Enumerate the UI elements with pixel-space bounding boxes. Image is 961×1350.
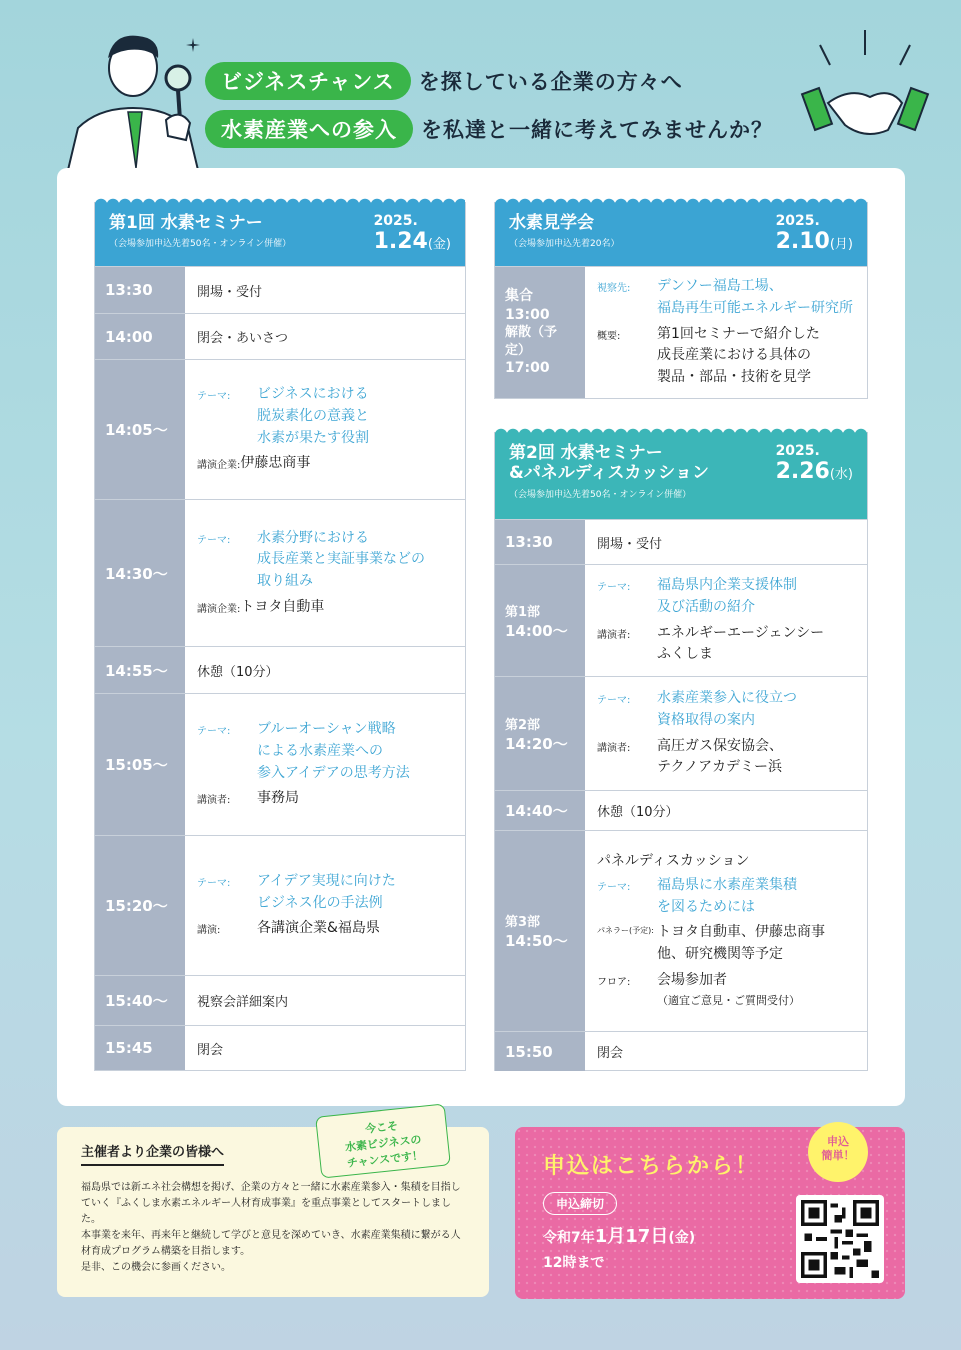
headline-line-2 xyxy=(205,110,773,148)
time-cell: 15:05〜 xyxy=(95,694,185,835)
s2-row-4 xyxy=(495,790,867,830)
seminar-1-date: 2025. 1.24(金) xyxy=(373,213,451,254)
time-cell: 第3部 14:50〜 xyxy=(495,831,585,1031)
seminar-1-panel xyxy=(94,202,466,1071)
tour-header xyxy=(495,203,867,266)
time-cell: 第1部 14:00〜 xyxy=(495,565,585,676)
time-cell: 15:45 xyxy=(95,1026,185,1070)
s2-row-3 xyxy=(495,676,867,790)
content-cell: 開場・受付 xyxy=(197,284,263,300)
content-cell: 休憩（10分） xyxy=(597,805,679,820)
seminar-2-sub: （会場参加申込先着50名・オンライン併催） xyxy=(509,489,692,500)
headline-text-2: を私達と一緒に考えてみませんか？ xyxy=(421,118,773,142)
content-cell: テーマ: アイデア実現に向けた ビジネス化の手法例 講演: 各講演企業&福島県 xyxy=(197,872,396,937)
content-cell: テーマ: 水素産業参入に役立つ 資格取得の案内 講演者: 高圧ガス保安協会、 テクノアカデミー浜 xyxy=(597,690,797,776)
s2-row-5 xyxy=(495,830,867,1031)
content-cell: テーマ: ブルーオーシャン戦略 による水素産業への 参入アイデアの思考方法 講演者: 事務局 xyxy=(197,721,410,807)
schedule-card xyxy=(57,168,905,1106)
content-cell: パネルディスカッション テーマ: 福島県に水素産業集積 を図るためには パネラー(予定): トヨタ自動車、伊藤忠商事 他、研究機関等予定 フロア: 会場参加者 （適宜ご意見・ご質問受付） xyxy=(597,853,825,1007)
content-cell: 視察会詳細案内 xyxy=(197,995,289,1010)
time-cell: 13:30 xyxy=(95,267,185,313)
s2-row-6 xyxy=(495,1031,867,1071)
organizer-title: 主催者より企業の皆様へ xyxy=(81,1141,224,1166)
s1-row-6 xyxy=(95,693,465,835)
headline-pill-1: ビジネスチャンス xyxy=(205,62,411,100)
header xyxy=(0,0,961,170)
time-cell: 集合 13:00 解散（予定） 17:00 xyxy=(495,267,585,398)
content-cell: 視察先: デンソー福島工場、 福島再生可能エネルギー研究所 概要: 第1回セミナーで紹介した 成長産業における具体の 製品・部品・技術を見学 xyxy=(597,278,853,386)
time-cell: 第2部 14:20〜 xyxy=(495,677,585,790)
content-cell: 休憩（10分） xyxy=(197,664,279,680)
time-cell: 14:55〜 xyxy=(95,647,185,693)
tour-date: 2025. 2.10(月) xyxy=(775,213,853,254)
s2-row-2 xyxy=(495,564,867,676)
seminar-2-header xyxy=(495,433,867,519)
handshake-icon xyxy=(800,25,930,145)
s1-row-8 xyxy=(95,975,465,1025)
seminar-2-panel xyxy=(494,432,868,1071)
headline-pill-2: 水素産業への参入 xyxy=(205,110,413,148)
easy-badge: 申込 簡単！ xyxy=(808,1122,868,1182)
s1-row-2 xyxy=(95,313,465,359)
s1-row-4 xyxy=(95,499,465,646)
content-cell: 開場・受付 xyxy=(597,536,663,552)
content-cell: テーマ: 福島県内企業支援体制 及び活動の紹介 講演者: エネルギーエージェンシー ふくしま xyxy=(597,577,825,663)
qr-code[interactable] xyxy=(796,1195,884,1283)
tour-panel xyxy=(494,202,868,399)
sparkle-icon xyxy=(186,38,200,52)
seminar-1-title: 第1回 水素セミナー xyxy=(109,213,263,233)
time-cell: 14:40〜 xyxy=(495,791,585,830)
time-cell: 14:00 xyxy=(95,314,185,359)
headline-line-1 xyxy=(205,62,683,100)
s2-row-1 xyxy=(495,519,867,564)
time-cell: 14:05〜 xyxy=(95,360,185,499)
content-cell: 閉会 xyxy=(197,1042,224,1058)
s1-row-9 xyxy=(95,1025,465,1070)
organizer-body: 福島県では新エネ社会構想を掲げ、企業の方々と一緒に水素産業参入・集積を目指していく『ふくしま水素エネルギー人材育成事業』を重点事業としてスタートしました。 本事業を来年、再来年と継続して学びと意見を深めていき、水素産業集積に繋がる人材育成プログラム構築を目指します。 是非、この機会に参画ください。 xyxy=(81,1182,461,1273)
apply-title: 申込はこちらから！ xyxy=(543,1154,760,1179)
chance-speech-bubble: 今こそ 水素ビジネスの チャンスです！ xyxy=(315,1103,451,1178)
deadline-text: 令和7年1月17日(金) 12時まで xyxy=(543,1226,696,1271)
time-cell: 13:30 xyxy=(495,520,585,564)
time-cell: 15:50 xyxy=(495,1032,585,1071)
tour-row xyxy=(495,266,867,398)
tour-title: 水素見学会 xyxy=(509,213,594,233)
s1-row-5 xyxy=(95,646,465,693)
content-cell: テーマ: 水素分野における 成長産業と実証事業などの 取り組み 講演企業: トヨタ自動車 xyxy=(197,529,425,615)
s1-row-7 xyxy=(95,835,465,975)
s1-row-1 xyxy=(95,266,465,313)
seminar-2-date: 2025. 2.26(水) xyxy=(775,443,853,484)
content-cell: 閉会・あいさつ xyxy=(197,331,289,346)
seminar-1-header xyxy=(95,203,465,266)
time-cell: 15:20〜 xyxy=(95,836,185,975)
qr-code-icon xyxy=(801,1200,879,1278)
time-cell: 14:30〜 xyxy=(95,500,185,646)
content-cell: テーマ: ビジネスにおける 脱炭素化の意義と 水素が果たす役割 講演企業: 伊藤忠商事 xyxy=(197,386,369,472)
headline-text-1: を探している企業の方々へ xyxy=(418,70,683,94)
seminar-1-sub: （会場参加申込先着50名・オンライン併催） xyxy=(109,239,292,250)
tour-sub: （会場参加申込先着20名） xyxy=(509,239,620,250)
deadline-label: 申込締切 xyxy=(543,1192,617,1215)
seminar-2-title: 第2回 水素セミナー &パネルディスカッション xyxy=(509,443,709,484)
content-cell: 閉会 xyxy=(597,1046,624,1061)
s1-row-3 xyxy=(95,359,465,499)
time-cell: 15:40〜 xyxy=(95,976,185,1025)
